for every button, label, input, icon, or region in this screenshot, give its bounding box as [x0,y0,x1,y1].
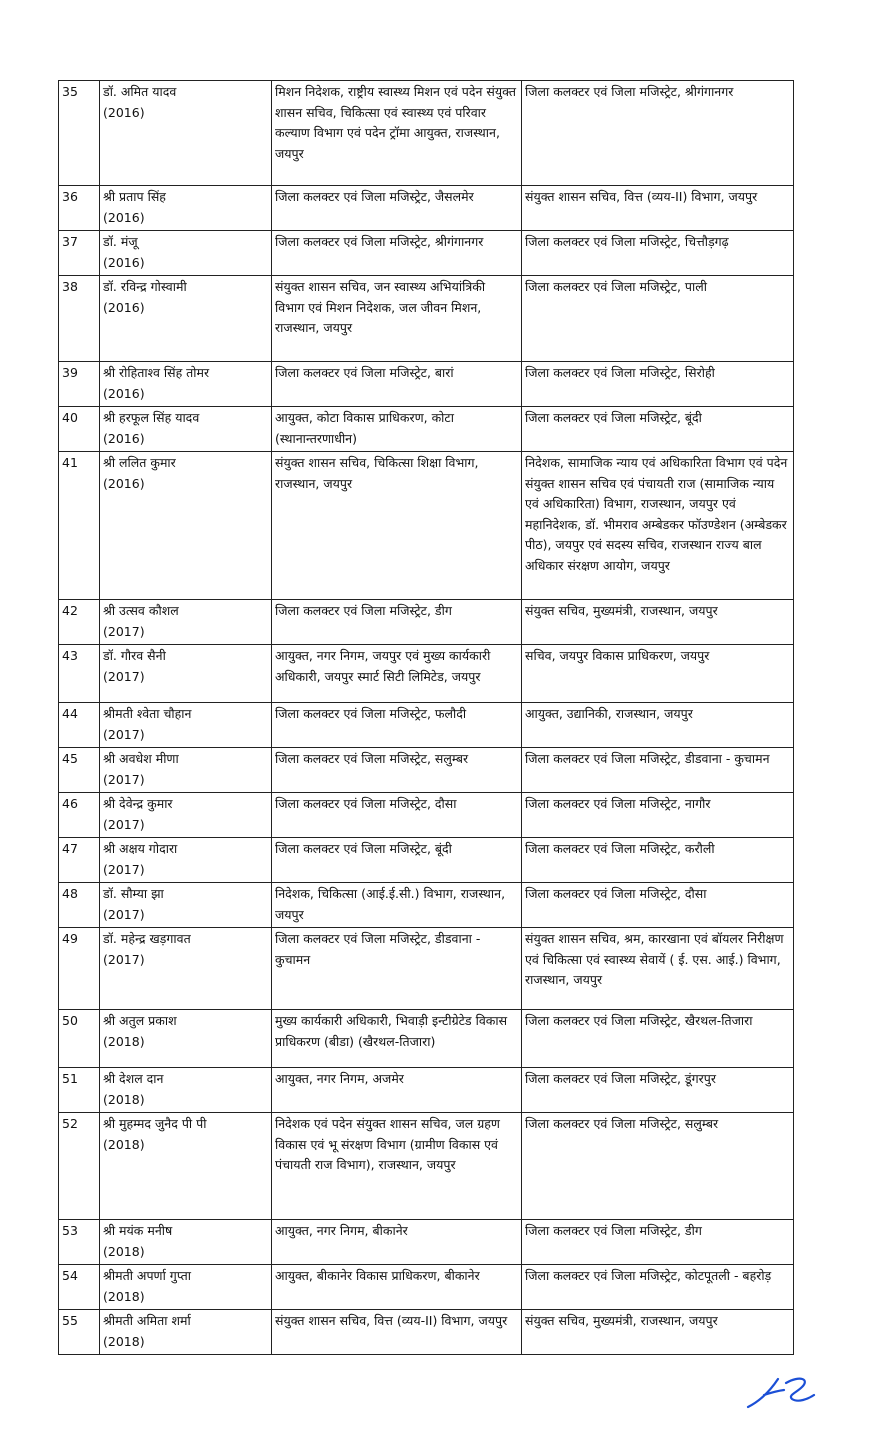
batch-year: (2018) [103,1136,145,1152]
table-row [59,838,794,883]
officer-name: श्री प्रताप सिंह [103,189,166,204]
new-posting: जिला कलक्टर एवं जिला मजिस्ट्रेट, कोटपूतली - बहरोड़ [525,1268,772,1283]
batch-year: (2016) [103,475,145,491]
serial-number-cell [59,186,100,231]
current-posting: निदेशक, चिकित्सा (आई.ई.सी.) विभाग, राजस्थान, जयपुर [275,886,506,922]
batch-year: (2017) [103,861,145,877]
serial-number: 43 [62,648,78,663]
current-posting-cell [272,793,522,838]
current-posting: जिला कलक्टर एवं जिला मजिस्ट्रेट, बूंदी [275,841,452,856]
serial-number: 54 [62,1268,78,1283]
current-posting-cell [272,452,522,600]
batch-year: (2017) [103,668,145,684]
new-posting-cell [522,1010,794,1068]
table-row [59,1220,794,1265]
officer-name: डॉ. सौम्या झा [103,886,164,901]
serial-number: 47 [62,841,78,856]
table-row [59,452,794,600]
officer-name-cell [100,1010,272,1068]
officer-name: डॉ. रविन्द्र गोस्वामी [103,279,187,294]
batch-year: (2016) [103,299,145,315]
batch-year: (2018) [103,1033,145,1049]
serial-number-cell [59,793,100,838]
officer-name-cell [100,793,272,838]
table-row [59,231,794,276]
new-posting: जिला कलक्टर एवं जिला मजिस्ट्रेट, नागौर [525,796,711,811]
batch-year: (2016) [103,430,145,446]
officer-name: श्रीमती अपर्णा गुप्ता [103,1268,192,1283]
new-posting: जिला कलक्टर एवं जिला मजिस्ट्रेट, डीडवाना - कुचामन [525,751,770,766]
new-posting-cell [522,600,794,645]
serial-number: 35 [62,84,78,99]
officer-name: श्री ललित कुमार [103,455,176,470]
current-posting: आयुक्त, नगर निगम, अजमेर [275,1071,404,1086]
new-posting: संयुक्त सचिव, मुख्यमंत्री, राजस्थान, जयपुर [525,1313,718,1328]
officer-name: डॉ. अमित यादव [103,84,177,99]
current-posting-cell [272,407,522,452]
officer-name-cell [100,1265,272,1310]
table-row [59,600,794,645]
new-posting-cell [522,186,794,231]
officer-name-cell [100,276,272,362]
table-row [59,1113,794,1220]
table-row [59,1068,794,1113]
officer-name: श्री मुहम्मद जुनैद पी पी [103,1116,207,1131]
current-posting: संयुक्त शासन सचिव, वित्त (व्यय-II) विभाग, जयपुर [275,1313,508,1328]
serial-number-cell [59,838,100,883]
officer-name: श्रीमती श्वेता चौहान [103,706,192,721]
officer-name-cell [100,645,272,703]
table-row [59,928,794,1010]
current-posting-cell [272,748,522,793]
officer-name: श्री मयंक मनीष [103,1223,173,1238]
table-row [59,81,794,186]
current-posting: जिला कलक्टर एवं जिला मजिस्ट्रेट, जैसलमेर [275,189,474,204]
new-posting-cell [522,703,794,748]
current-posting-cell [272,186,522,231]
serial-number-cell [59,703,100,748]
current-posting-cell [272,928,522,1010]
officer-name-cell [100,1310,272,1355]
current-posting-cell [272,645,522,703]
new-posting-cell [522,1265,794,1310]
batch-year: (2017) [103,906,145,922]
new-posting: जिला कलक्टर एवं जिला मजिस्ट्रेट, डीग [525,1223,702,1238]
serial-number-cell [59,1068,100,1113]
current-posting-cell [272,838,522,883]
serial-number: 51 [62,1071,78,1086]
officer-name-cell [100,838,272,883]
batch-year: (2018) [103,1333,145,1349]
current-posting: आयुक्त, नगर निगम, बीकानेर [275,1223,408,1238]
current-posting: आयुक्त, कोटा विकास प्राधिकरण, कोटा (स्थानान्तरणाधीन) [275,410,454,446]
new-posting-cell [522,748,794,793]
officer-name: डॉ. गौरव सैनी [103,648,166,663]
signature-initials [740,1365,820,1415]
current-posting: संयुक्त शासन सचिव, जन स्वास्थ्य अभियांत्रिकी विभाग एवं मिशन निदेशक, जल जीवन मिशन, राजस्थान, जयपुर [275,279,486,335]
batch-year: (2018) [103,1091,145,1107]
serial-number: 50 [62,1013,78,1028]
current-posting-cell [272,1068,522,1113]
batch-year: (2017) [103,623,145,639]
new-posting: आयुक्त, उद्यानिकी, राजस्थान, जयपुर [525,706,693,721]
officer-name: श्री उत्सव कौशल [103,603,179,618]
new-posting-cell [522,793,794,838]
current-posting-cell [272,231,522,276]
new-posting: जिला कलक्टर एवं जिला मजिस्ट्रेट, खैरथल-तिजारा [525,1013,753,1028]
new-posting-cell [522,838,794,883]
current-posting: जिला कलक्टर एवं जिला मजिस्ट्रेट, श्रीगंगानगर [275,234,484,249]
officer-name: श्री देवेन्द्र कुमार [103,796,173,811]
serial-number: 49 [62,931,78,946]
officer-name-cell [100,1220,272,1265]
serial-number: 40 [62,410,78,425]
batch-year: (2017) [103,951,145,967]
current-posting-cell [272,883,522,928]
serial-number: 39 [62,365,78,380]
serial-number-cell [59,276,100,362]
new-posting-cell [522,276,794,362]
new-posting: जिला कलक्टर एवं जिला मजिस्ट्रेट, डूंगरपुर [525,1071,716,1086]
serial-number-cell [59,1113,100,1220]
officer-name-cell [100,231,272,276]
current-posting-cell [272,362,522,407]
current-posting: जिला कलक्टर एवं जिला मजिस्ट्रेट, दौसा [275,796,457,811]
new-posting-cell [522,1310,794,1355]
current-posting-cell [272,1010,522,1068]
officer-name-cell [100,186,272,231]
batch-year: (2017) [103,816,145,832]
table-row [59,793,794,838]
serial-number-cell [59,81,100,186]
batch-year: (2018) [103,1288,145,1304]
serial-number-cell [59,928,100,1010]
table-row [59,703,794,748]
new-posting-cell [522,362,794,407]
serial-number-cell [59,452,100,600]
serial-number: 48 [62,886,78,901]
serial-number-cell [59,1310,100,1355]
table-row [59,1010,794,1068]
current-posting: आयुक्त, नगर निगम, जयपुर एवं मुख्य कार्यकारी अधिकारी, जयपुर स्मार्ट सिटी लिमिटेड, जयपुर [275,648,491,684]
current-posting-cell [272,1265,522,1310]
serial-number: 45 [62,751,78,766]
serial-number-cell [59,748,100,793]
table-row [59,1310,794,1355]
serial-number: 53 [62,1223,78,1238]
current-posting: जिला कलक्टर एवं जिला मजिस्ट्रेट, डीग [275,603,452,618]
new-posting: जिला कलक्टर एवं जिला मजिस्ट्रेट, पाली [525,279,707,294]
current-posting-cell [272,1220,522,1265]
transfer-list-body [59,81,794,1355]
serial-number: 38 [62,279,78,294]
officer-name-cell [100,1113,272,1220]
current-posting-cell [272,1310,522,1355]
batch-year: (2017) [103,726,145,742]
new-posting: जिला कलक्टर एवं जिला मजिस्ट्रेट, सिरोही [525,365,715,380]
new-posting-cell [522,81,794,186]
new-posting: जिला कलक्टर एवं जिला मजिस्ट्रेट, बूंदी [525,410,702,425]
transfer-list-table [58,80,794,1355]
officer-name: श्री रोहिताश्व सिंह तोमर [103,365,210,380]
new-posting-cell [522,883,794,928]
serial-number-cell [59,362,100,407]
officer-name: श्रीमती अमिता शर्मा [103,1313,191,1328]
officer-name-cell [100,362,272,407]
officer-name: श्री अतुल प्रकाश [103,1013,177,1028]
new-posting-cell [522,928,794,1010]
serial-number: 41 [62,455,78,470]
serial-number: 52 [62,1116,78,1131]
new-posting: निदेशक, सामाजिक न्याय एवं अधिकारिता विभाग एवं पदेन संयुक्त शासन सचिव एवं पंचायती राज (सामाजिक न्याय एवं अधिकारिता) विभाग, राजस्थान, जयपुर एवं महानिदेशक, डॉ. भीमराव अम्बेडकर फॉउण्डेशन (अम्बेडकर पीठ), जयपुर एवं सदस्य सचिव, राजस्थान राज्य बाल अधिकार संरक्षण आयोग, जयपुर [525,455,788,573]
table-row [59,276,794,362]
new-posting: सचिव, जयपुर विकास प्राधिकरण, जयपुर [525,648,710,663]
officer-name: डॉ. महेन्द्र खड़गावत [103,931,191,946]
current-posting: मुख्य कार्यकारी अधिकारी, भिवाड़ी इन्टीग्रेटेड विकास प्राधिकरण (बीडा) (खैरथल-तिजारा) [275,1013,508,1049]
officer-name: श्री हरफूल सिंह यादव [103,410,200,425]
new-posting: जिला कलक्टर एवं जिला मजिस्ट्रेट, दौसा [525,886,707,901]
serial-number-cell [59,883,100,928]
new-posting-cell [522,645,794,703]
new-posting-cell [522,1113,794,1220]
new-posting-cell [522,452,794,600]
serial-number-cell [59,600,100,645]
current-posting-cell [272,703,522,748]
serial-number: 37 [62,234,78,249]
table-row [59,883,794,928]
current-posting: संयुक्त शासन सचिव, चिकित्सा शिक्षा विभाग, राजस्थान, जयपुर [275,455,479,491]
current-posting: मिशन निदेशक, राष्ट्रीय स्वास्थ्य मिशन एवं पदेन संयुक्त शासन सचिव, चिकित्सा एवं स्वास्थ्य एवं परिवार कल्याण विभाग एवं पदेन ट्रॉमा आयुक्त, राजस्थान, जयपुर [275,84,516,161]
new-posting: जिला कलक्टर एवं जिला मजिस्ट्रेट, करौली [525,841,715,856]
officer-name: डॉ. मंजू [103,234,138,249]
new-posting: संयुक्त सचिव, मुख्यमंत्री, राजस्थान, जयपुर [525,603,718,618]
new-posting: जिला कलक्टर एवं जिला मजिस्ट्रेट, श्रीगंगानगर [525,84,734,99]
current-posting: जिला कलक्टर एवं जिला मजिस्ट्रेट, बारां [275,365,454,380]
officer-name-cell [100,407,272,452]
serial-number: 44 [62,706,78,721]
officer-name: श्री देशल दान [103,1071,164,1086]
new-posting-cell [522,1220,794,1265]
officer-name-cell [100,452,272,600]
serial-number: 46 [62,796,78,811]
current-posting: निदेशक एवं पदेन संयुक्त शासन सचिव, जल ग्रहण विकास एवं भू संरक्षण विभाग (ग्रामीण विकास एवं पंचायती राज विभाग), राजस्थान, जयपुर [275,1116,500,1172]
batch-year: (2017) [103,771,145,787]
current-posting: जिला कलक्टर एवं जिला मजिस्ट्रेट, सलुम्बर [275,751,469,766]
new-posting-cell [522,231,794,276]
new-posting-cell [522,407,794,452]
batch-year: (2016) [103,209,145,225]
new-posting: संयुक्त शासन सचिव, वित्त (व्यय-II) विभाग, जयपुर [525,189,758,204]
new-posting: जिला कलक्टर एवं जिला मजिस्ट्रेट, चित्तौड़गढ़ [525,234,729,249]
table-row [59,1265,794,1310]
serial-number-cell [59,645,100,703]
new-posting: जिला कलक्टर एवं जिला मजिस्ट्रेट, सलुम्बर [525,1116,719,1131]
current-posting-cell [272,1113,522,1220]
serial-number-cell [59,1220,100,1265]
current-posting: जिला कलक्टर एवं जिला मजिस्ट्रेट, फलौदी [275,706,467,721]
batch-year: (2016) [103,385,145,401]
current-posting-cell [272,600,522,645]
officer-name: श्री अक्षय गोदारा [103,841,178,856]
officer-name-cell [100,928,272,1010]
current-posting-cell [272,276,522,362]
officer-name-cell [100,600,272,645]
table-row [59,407,794,452]
serial-number: 55 [62,1313,78,1328]
table-row [59,362,794,407]
serial-number-cell [59,231,100,276]
serial-number: 42 [62,603,78,618]
serial-number-cell [59,1010,100,1068]
current-posting: आयुक्त, बीकानेर विकास प्राधिकरण, बीकानेर [275,1268,480,1283]
batch-year: (2018) [103,1243,145,1259]
current-posting-cell [272,81,522,186]
officer-name-cell [100,748,272,793]
officer-name: श्री अवधेश मीणा [103,751,179,766]
officer-name-cell [100,81,272,186]
officer-name-cell [100,1068,272,1113]
current-posting: जिला कलक्टर एवं जिला मजिस्ट्रेट, डीडवाना - कुचामन [275,931,481,967]
serial-number: 36 [62,189,78,204]
new-posting-cell [522,1068,794,1113]
batch-year: (2016) [103,254,145,270]
serial-number-cell [59,1265,100,1310]
serial-number-cell [59,407,100,452]
new-posting: संयुक्त शासन सचिव, श्रम, कारखाना एवं बॉयलर निरीक्षण एवं चिकित्सा एवं स्वास्थ्य सेवायें ( ई. एस. आई.) विभाग, राजस्थान, जयपुर [525,931,784,987]
table-row [59,645,794,703]
officer-name-cell [100,883,272,928]
officer-name-cell [100,703,272,748]
table-row [59,186,794,231]
table-row [59,748,794,793]
batch-year: (2016) [103,104,145,120]
